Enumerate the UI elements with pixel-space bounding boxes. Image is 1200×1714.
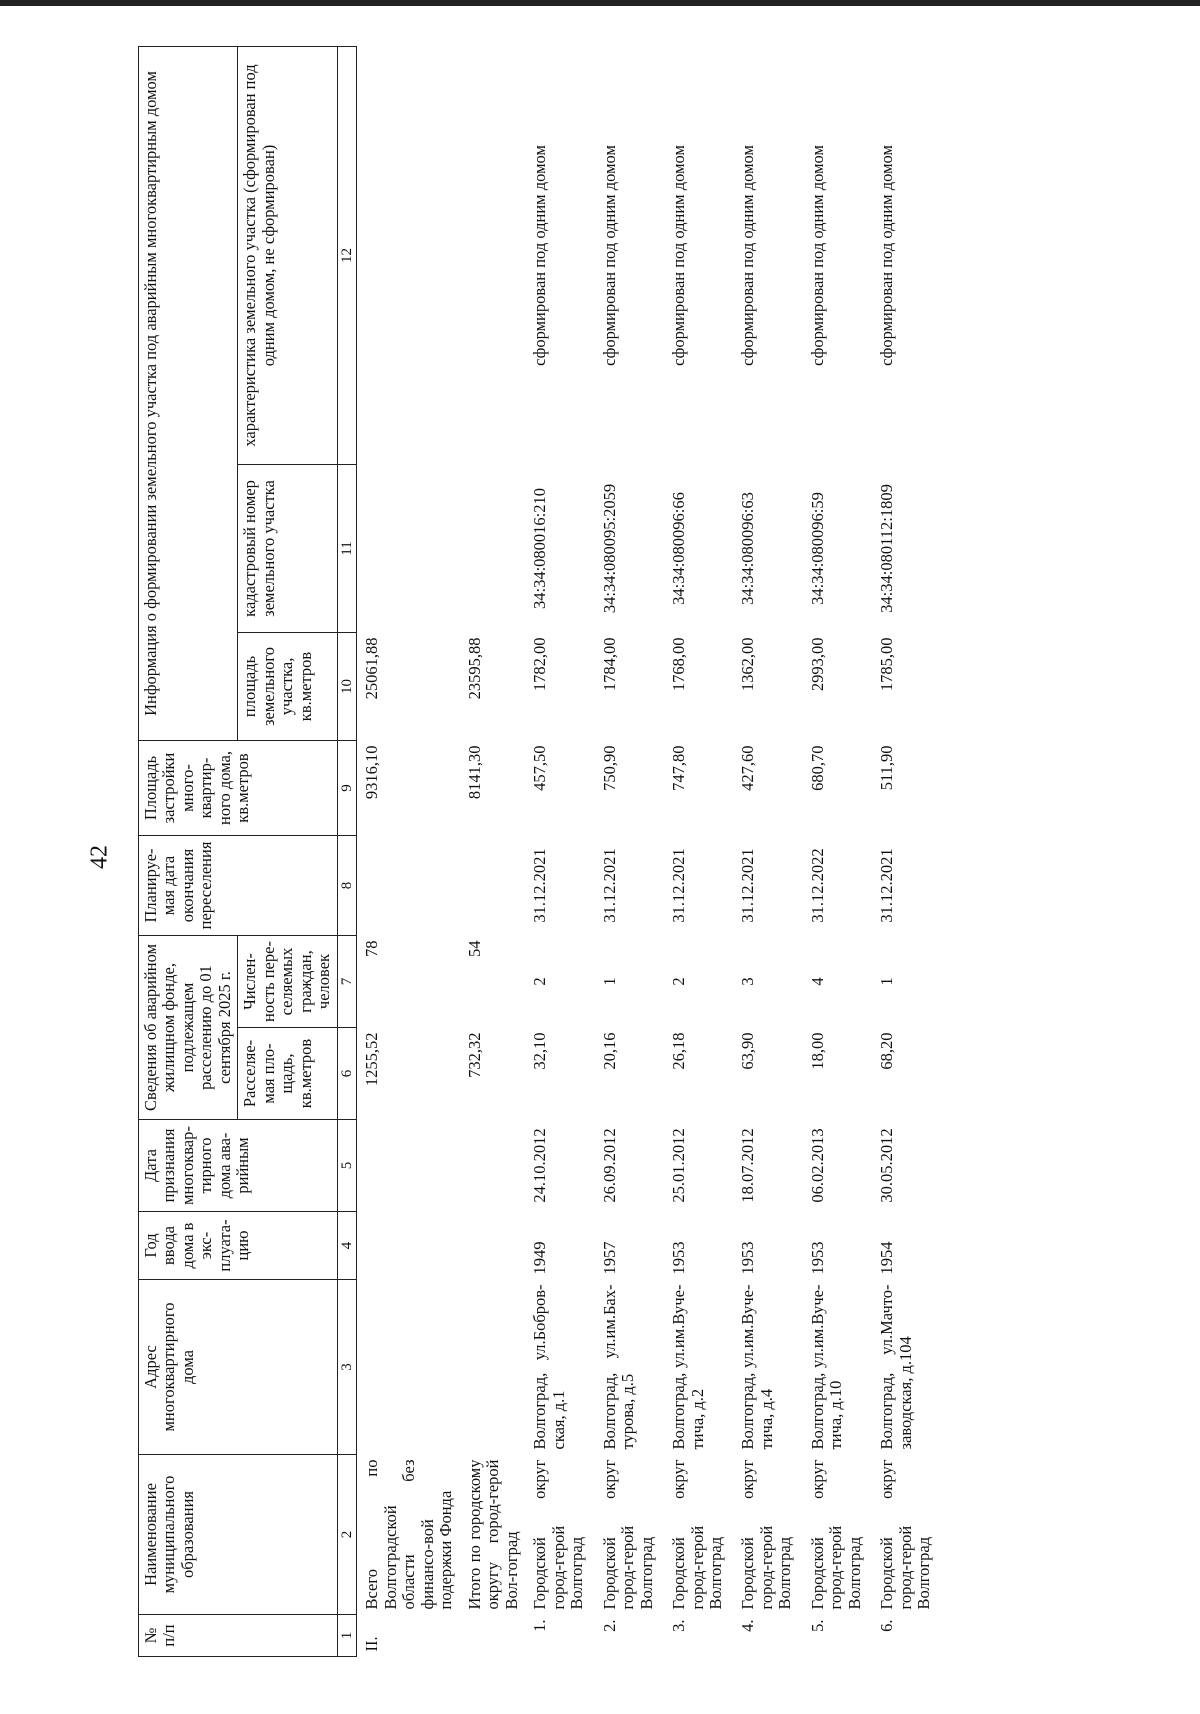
row-municipality: Городской округ город-герой Волгоград <box>669 1459 725 1610</box>
header-address: Адрес многоквартирного дома <box>139 1280 338 1455</box>
row-area: 26,18 <box>669 1032 689 1070</box>
row-municipality: Городской округ город-герой Волгоград <box>738 1459 795 1610</box>
row-cadastral-number: 34:34:080096:59 <box>807 492 827 605</box>
row-land-area: 1362,00 <box>738 637 758 692</box>
row-land-area: 1784,00 <box>599 637 619 692</box>
row-building-area: 747,80 <box>669 745 689 791</box>
header-resettled-area: Расселяе-мая пло-щадь, кв.метров <box>238 1028 337 1120</box>
header-people-count: Числен-ность пере-селяемых граждан, человек <box>238 935 337 1027</box>
row-recognition-date: 18.07.2012 <box>738 1128 758 1203</box>
row-land-status: сформирован под одним домом <box>530 145 550 366</box>
row-number: 6. <box>877 1619 897 1632</box>
row-land-area: 1768,00 <box>669 637 689 692</box>
column-number: 2 <box>337 1455 357 1615</box>
table-row <box>664 46 733 1656</box>
rotated-table-container <box>138 47 1178 1657</box>
row-building-area: 750,90 <box>599 745 619 791</box>
header-year: Год ввода дома в экс-плуата-цию <box>139 1212 338 1280</box>
row-number: 4. <box>738 1619 758 1632</box>
row-cadastral-number: 34:34:080112:1809 <box>877 484 897 613</box>
table-row <box>525 46 594 1656</box>
row-cadastral-number: 34:34:080096:66 <box>669 492 689 605</box>
section-total-land-area: 25061,88 <box>362 637 382 700</box>
row-land-status: сформирован под одним домом <box>669 145 689 366</box>
row-building-area: 427,60 <box>738 745 758 791</box>
row-people: 2 <box>530 977 550 986</box>
row-planned-end: 31.12.2021 <box>738 848 758 923</box>
header-emergency-fund: Сведения об аварийном жилищном фонде, подлежащем расселению до 01 сентября 2025 г. <box>139 935 238 1119</box>
column-number: 3 <box>337 1280 357 1455</box>
row-year: 1953 <box>738 1241 758 1275</box>
city-total-building-area: 8141,30 <box>464 745 484 800</box>
row-number: 3. <box>669 1619 689 1632</box>
row-address: Волгоград, ул.Мачто-заводская, д.104 <box>877 1284 915 1450</box>
row-cadastral-number: 34:34:080016:210 <box>530 487 550 609</box>
table-row <box>803 46 872 1656</box>
header-cadastral-number: кадастровый номер земельного участка <box>238 464 337 632</box>
row-address: Волгоград, ул.им.Вуче-тича, д.2 <box>669 1284 707 1450</box>
table-row <box>595 46 664 1656</box>
row-building-area: 680,70 <box>807 745 827 791</box>
row-recognition-date: 06.02.2013 <box>807 1128 827 1203</box>
row-cadastral-number: 34:34:080096:63 <box>738 492 758 605</box>
city-total-land-area: 23595,88 <box>464 637 484 700</box>
row-planned-end: 31.12.2021 <box>669 848 689 923</box>
section-total-people: 78 <box>362 940 382 957</box>
table-row <box>733 46 802 1656</box>
column-number: 12 <box>337 46 357 464</box>
city-total-people: 54 <box>464 940 484 957</box>
row-address: Волгоград, ул.им.Вуче-тича, д.4 <box>738 1284 776 1450</box>
row-year: 1957 <box>599 1241 619 1275</box>
row-people: 3 <box>738 977 758 986</box>
row-people: 4 <box>807 977 827 986</box>
row-people: 1 <box>877 977 897 986</box>
row-cadastral-number: 34:34:080095:2059 <box>599 483 619 614</box>
header-municipality: Наименование муниципального образования <box>139 1455 338 1615</box>
row-land-area: 1785,00 <box>877 637 897 692</box>
header-recognition-date: Дата признания многоквар-тирного дома ава-рийным <box>139 1120 338 1212</box>
row-land-status: сформирован под одним домом <box>738 145 758 366</box>
row-land-area: 2993,00 <box>807 637 827 692</box>
row-area: 18,00 <box>807 1032 827 1070</box>
column-number: 5 <box>337 1120 357 1212</box>
row-building-area: 457,50 <box>530 745 550 791</box>
row-area: 68,20 <box>877 1032 897 1070</box>
header-planned-end: Планируе-мая дата окончания переселения <box>139 835 338 935</box>
header-building-area: Площадь застройки много-квартир-ного дома, кв.метров <box>139 740 338 835</box>
row-planned-end: 31.12.2022 <box>807 848 827 923</box>
row-municipality: Городской округ город-герой Волгоград <box>877 1459 934 1610</box>
city-total-name: Итого по городскому округу город-герой Вол-гоград <box>464 1459 521 1610</box>
column-number: 9 <box>337 740 357 835</box>
column-number: 6 <box>337 1028 357 1120</box>
column-number: 7 <box>337 935 357 1027</box>
column-number: 4 <box>337 1212 357 1280</box>
section-total-name: Всего по Волгоградской области без финансо-вой подержки Фонда <box>362 1459 456 1610</box>
header-land-status: характеристика земельного участка (сформирован под одним домом, не сформирован) <box>238 46 337 464</box>
header-land-area: площадь земельного участка, кв.метров <box>238 632 337 740</box>
row-land-area: 1782,00 <box>530 637 550 692</box>
city-total-row <box>460 46 525 1656</box>
row-year: 1953 <box>669 1241 689 1275</box>
header-num: № п/п <box>139 1615 338 1657</box>
city-total-area: 732,32 <box>464 1032 484 1078</box>
column-number: 1 <box>337 1615 357 1657</box>
row-number: 1. <box>530 1619 550 1632</box>
row-area: 20,16 <box>599 1032 619 1070</box>
row-address: Волгоград, ул.им.Вуче-тича, д.10 <box>807 1284 846 1450</box>
row-land-status: сформирован под одним домом <box>807 145 827 366</box>
row-municipality: Городской округ город-герой Волгоград <box>807 1459 864 1610</box>
row-building-area: 511,90 <box>877 745 897 791</box>
header-land-info: Информация о формировании земельного участка под аварийным многоквартирным домом <box>139 46 238 740</box>
row-recognition-date: 26.09.2012 <box>599 1128 619 1203</box>
row-land-status: сформирован под одним домом <box>599 145 619 366</box>
row-address: Волгоград, ул.Бобров-ская, д.1 <box>530 1284 568 1450</box>
column-number: 10 <box>337 632 357 740</box>
scan-edge-mark <box>0 0 1200 6</box>
column-number: 11 <box>337 464 357 632</box>
section-total-building-area: 9316,10 <box>362 745 382 800</box>
row-planned-end: 31.12.2021 <box>530 848 550 923</box>
row-planned-end: 31.12.2021 <box>599 848 619 923</box>
row-year: 1954 <box>877 1241 897 1275</box>
row-planned-end: 31.12.2021 <box>877 848 897 923</box>
row-people: 1 <box>599 977 619 986</box>
row-land-status: сформирован под одним домом <box>877 145 897 366</box>
emergency-housing-table <box>138 46 942 1657</box>
row-year: 1949 <box>530 1241 550 1275</box>
row-municipality: Городской округ город-герой Волгоград <box>599 1459 656 1610</box>
row-area: 32,10 <box>530 1032 550 1070</box>
row-year: 1953 <box>807 1241 827 1275</box>
row-recognition-date: 30.05.2012 <box>877 1128 897 1203</box>
section-number: II. <box>362 1636 382 1652</box>
row-number: 2. <box>599 1619 619 1632</box>
column-number: 8 <box>337 835 357 935</box>
page-number: 42 <box>86 845 113 869</box>
row-area: 63,90 <box>738 1032 758 1070</box>
section-total-area: 1255,52 <box>362 1032 382 1087</box>
row-recognition-date: 25.01.2012 <box>669 1128 689 1203</box>
row-number: 5. <box>807 1619 827 1632</box>
table-row <box>872 46 941 1656</box>
row-people: 2 <box>669 977 689 986</box>
row-address: Волгоград, ул.им.Бах-турова, д.5 <box>599 1284 638 1450</box>
row-recognition-date: 24.10.2012 <box>530 1128 550 1203</box>
section-total-row <box>357 46 460 1656</box>
row-municipality: Городской округ город-герой Волгоград <box>530 1459 587 1610</box>
